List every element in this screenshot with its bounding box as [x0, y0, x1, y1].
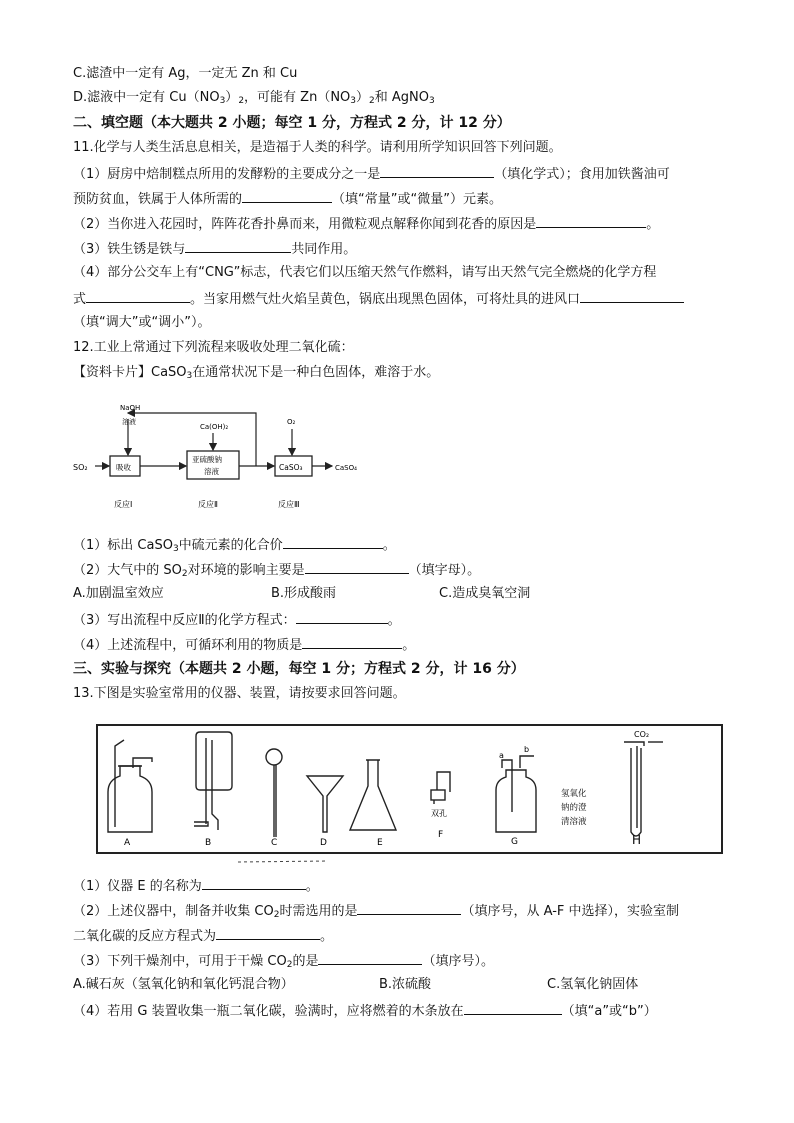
q11-p3-blank[interactable]: [185, 240, 291, 253]
flow-label-naoh: NaOH: [120, 404, 141, 412]
q13-option-a: A.碱石灰（氢氧化钠和氧化钙混合物）: [73, 977, 294, 992]
q11-p3-text-a: （3）铁生锈是铁与: [73, 242, 186, 257]
q12-p3-text-a: （3）写出流程中反应Ⅱ的化学方程式：: [73, 613, 296, 628]
apparatus-e-flask: [350, 760, 396, 830]
q10-d-sub-4: 2: [369, 96, 375, 106]
flow-label-so2: SO₂: [73, 463, 88, 472]
q12-p4-text-a: （4）上述流程中，可循环利用的物质是: [73, 638, 303, 653]
q13-part-2-line-2: [73, 927, 333, 945]
flow-label-caoh2: Ca(OH)₂: [200, 423, 229, 431]
q12-options: [73, 586, 530, 602]
q13-part-3: [73, 952, 494, 970]
q10-option-c: [73, 66, 297, 82]
q13-p2-text-f: 。: [320, 929, 334, 944]
q12-option-c: C.造成臭氧空洞: [439, 586, 531, 601]
q13-p4-blank[interactable]: [464, 1002, 562, 1015]
q12-card-sub: 3: [186, 371, 193, 381]
q13-p1-text-b: 。: [305, 879, 319, 894]
q12-p2-text-d: （填字母）。: [408, 563, 481, 578]
q13-p3-text-a: （3）下列干燥剂中，可用于干燥 CO: [73, 954, 287, 969]
q12-stem: 12.工业上常通过下列流程来吸收处理二氧化硫：: [73, 340, 354, 355]
q11-p3-text-b: 共同作用。: [291, 242, 357, 257]
apparatus-label-f: F: [438, 830, 444, 840]
q12-part-2: [73, 561, 480, 579]
q13-part-1: [73, 877, 319, 895]
apparatus-f-stopper: [431, 772, 450, 804]
q12-p1-sub: 3: [172, 544, 179, 554]
q12-p1-text-a: （1）标出 CaSO: [73, 538, 173, 553]
q11-p1-text-a: （1）厨房中焙制糕点所用的发酵粉的主要成分之一是: [73, 167, 381, 182]
q13-part-4: [73, 1002, 657, 1020]
section-2-heading: 二、填空题（本大题共 2 小题；每空 1 分，方程式 2 分，计 12 分）: [73, 115, 511, 131]
q12-p4-blank[interactable]: [302, 636, 402, 649]
q11-part-4-line-3: （填“调大”或“调小”）。: [73, 315, 211, 330]
q11-stem: 11.化学与人类生活息息相关，是造福于人类的科学。请利用所学知识回答下列问题。: [73, 140, 562, 155]
apparatus-label-a: A: [124, 838, 131, 848]
q11-p2-blank[interactable]: [536, 215, 646, 228]
apparatus-b-vessel: [194, 732, 232, 830]
q13-p2-text-c: 时需选用的是: [279, 904, 358, 919]
flow-label-o2: O₂: [287, 418, 296, 426]
q11-part-2: [73, 215, 659, 233]
q12-part-4: [73, 636, 415, 654]
q10-option-d: [73, 90, 435, 106]
q13-option-c: C.氢氧化钠固体: [547, 977, 639, 992]
apparatus-h-test-tube: [624, 742, 663, 836]
apparatus-label-d: D: [320, 838, 327, 848]
q11-p4-blank-2[interactable]: [580, 290, 684, 303]
q10-d-sub-2: 2: [238, 96, 245, 106]
q13-p2-sub: 2: [273, 910, 280, 920]
apparatus-c-funnel: [266, 749, 282, 837]
flow-label-naoh-solution: 溶液: [122, 418, 136, 426]
q10-d-text-5: 和 AgNO: [374, 90, 430, 105]
apparatus-label-b: B: [205, 838, 212, 848]
q12-p4-text-b: 。: [402, 638, 416, 653]
scan-mark: [238, 861, 328, 862]
q12-p2-blank[interactable]: [305, 561, 409, 574]
q12-p2-text-a: （2）大气中的 SO: [73, 563, 182, 578]
apparatus-label-h: H: [632, 833, 642, 847]
q11-p1-text-b: （填化学式）；食用加铁酱油可: [494, 167, 670, 182]
q13-p3-text-d: （填序号）。: [422, 954, 494, 969]
q13-p1-text-a: （1）仪器 E 的名称为: [73, 879, 202, 894]
q13-part-2-line-1: [73, 902, 679, 920]
q10-option-c-text: C.滤渣中一定有 Ag，一定无 Zn 和 Cu: [73, 66, 298, 81]
q12-part-3: [73, 611, 401, 629]
q11-p1-blank-2[interactable]: [242, 190, 332, 203]
flow-label-reaction-2: 反应Ⅱ: [198, 500, 218, 509]
apparatus-label-e: E: [377, 838, 383, 848]
apparatus-g-bottle: [496, 756, 536, 832]
q13-p2-blank-2[interactable]: [216, 927, 320, 940]
apparatus-g-port-b: b: [524, 745, 530, 754]
flow-label-reaction-1: 反应Ⅰ: [114, 500, 133, 509]
apparatus-a-bottle: [108, 740, 152, 832]
q12-p3-text-b: 。: [387, 613, 401, 628]
q11-part-1-line-1: [73, 165, 670, 183]
apparatus-d-funnel: [307, 776, 343, 832]
q12-part-1: [73, 536, 396, 554]
q11-part-4-line-1: （4）部分公交车上有“CNG”标志，代表它们以压缩天然气作燃料，请写出天然气完全燃烧的化学方程: [73, 265, 657, 280]
q11-p1-blank-1[interactable]: [380, 165, 494, 178]
section-3-heading: 三、实验与探究（本题共 2 小题，每空 1 分；方程式 2 分，计 16 分）: [73, 661, 525, 677]
q11-p2-text-b: 。: [646, 217, 660, 232]
q13-p2-text-a: （2）上述仪器中，制备并收集 CO: [73, 904, 274, 919]
q11-p4-blank-1[interactable]: [86, 290, 190, 303]
apparatus-g-port-a: a: [499, 751, 504, 760]
q13-options: [73, 977, 638, 993]
q12-p2-text-c: 对环境的影响主要是: [187, 563, 305, 578]
apparatus-f-note: 双孔: [431, 809, 447, 818]
q12-p3-blank[interactable]: [296, 611, 388, 624]
flow-box-3-label: CaSO₃: [279, 463, 303, 472]
q13-p3-text-c: 的是: [292, 954, 319, 969]
q12-option-a: A.加剧温室效应: [73, 586, 164, 601]
apparatus-h-co2: CO₂: [634, 730, 650, 739]
q10-d-sub-1: 3: [219, 96, 226, 106]
q11-p1-text-d: （填“常量”或“微量”）元素。: [332, 192, 502, 207]
q10-d-sub-3: 3: [350, 96, 357, 106]
q11-p1-text-c: 预防贫血，铁属于人体所需的: [73, 192, 243, 207]
q12-info-card: [73, 365, 439, 381]
apparatus-h-label-3: 清溶液: [561, 817, 587, 827]
q13-p4-text-b: （填“a”或“b”）: [561, 1004, 657, 1019]
q13-p2-blank-1[interactable]: [357, 902, 461, 915]
q13-p4-text-a: （4）若用 G 装置收集一瓶二氧化碳，验满时，应将燃着的木条放在: [73, 1004, 464, 1019]
q13-p3-sub: 2: [286, 960, 293, 970]
q10-d-text-1: D.滤液中一定有 Cu（NO: [73, 90, 220, 105]
q13-option-b: B.浓硫酸: [379, 977, 432, 992]
apparatus-label-g: G: [511, 837, 518, 847]
q12-p1-text-c: 中硫元素的化合价: [178, 538, 283, 553]
q13-stem: 13.下图是实验室常用的仪器、装置，请按要求回答问题。: [73, 686, 406, 701]
q12-card-text-a: 【资料卡片】CaSO: [73, 365, 187, 380]
q10-d-text-2: ）: [225, 90, 239, 105]
q10-d-text-4: ）: [356, 90, 370, 105]
q13-p3-blank[interactable]: [318, 952, 422, 965]
apparatus-label-c: C: [271, 838, 278, 848]
apparatus-frame: [97, 725, 722, 853]
q12-flow-diagram: [70, 393, 370, 518]
q12-option-b: B.形成酸雨: [271, 586, 337, 601]
flow-box-2-label-2: 溶液: [204, 467, 219, 476]
flow-label-caso4: CaSO₄: [335, 464, 357, 472]
q13-p1-blank[interactable]: [202, 877, 306, 890]
q11-p2-text-a: （2）当你进入花园时，阵阵花香扑鼻而来，用微粒观点解释你闻到花香的原因是: [73, 217, 537, 232]
q11-part-3: [73, 240, 356, 258]
q10-d-text-3: ，可能有 Zn（NO: [244, 90, 351, 105]
q12-card-text-c: 在通常状况下是一种白色固体，难溶于水。: [192, 365, 440, 380]
flow-box-absorb-label: 吸收: [116, 463, 131, 472]
apparatus-h-label-2: 钠的澄: [561, 803, 587, 813]
q12-p1-blank[interactable]: [283, 536, 383, 549]
q13-p2-text-e: 二氧化碳的反应方程式为: [73, 929, 217, 944]
q11-part-1-line-2: [73, 190, 502, 208]
apparatus-h-label-1: 氢氧化: [561, 789, 587, 799]
q13-apparatus-figure: [88, 712, 728, 864]
flow-box-2-label-1: 亚硫酸钠: [192, 455, 222, 464]
q12-p1-text-d: 。: [382, 538, 396, 553]
q11-p4-text-c: 。当家用燃气灶火焰呈黄色，锅底出现黑色固体，可将灶具的进风口: [190, 292, 581, 307]
q12-p2-sub: 2: [181, 569, 188, 579]
q10-d-sub-5: 3: [429, 96, 435, 106]
q13-p2-text-d: （填序号，从 A-F 中选择），实验室制: [461, 904, 680, 919]
q11-part-4-line-2: [73, 290, 684, 308]
q11-p4-text-b: 式: [73, 292, 87, 307]
flow-label-reaction-3: 反应Ⅲ: [278, 500, 300, 509]
